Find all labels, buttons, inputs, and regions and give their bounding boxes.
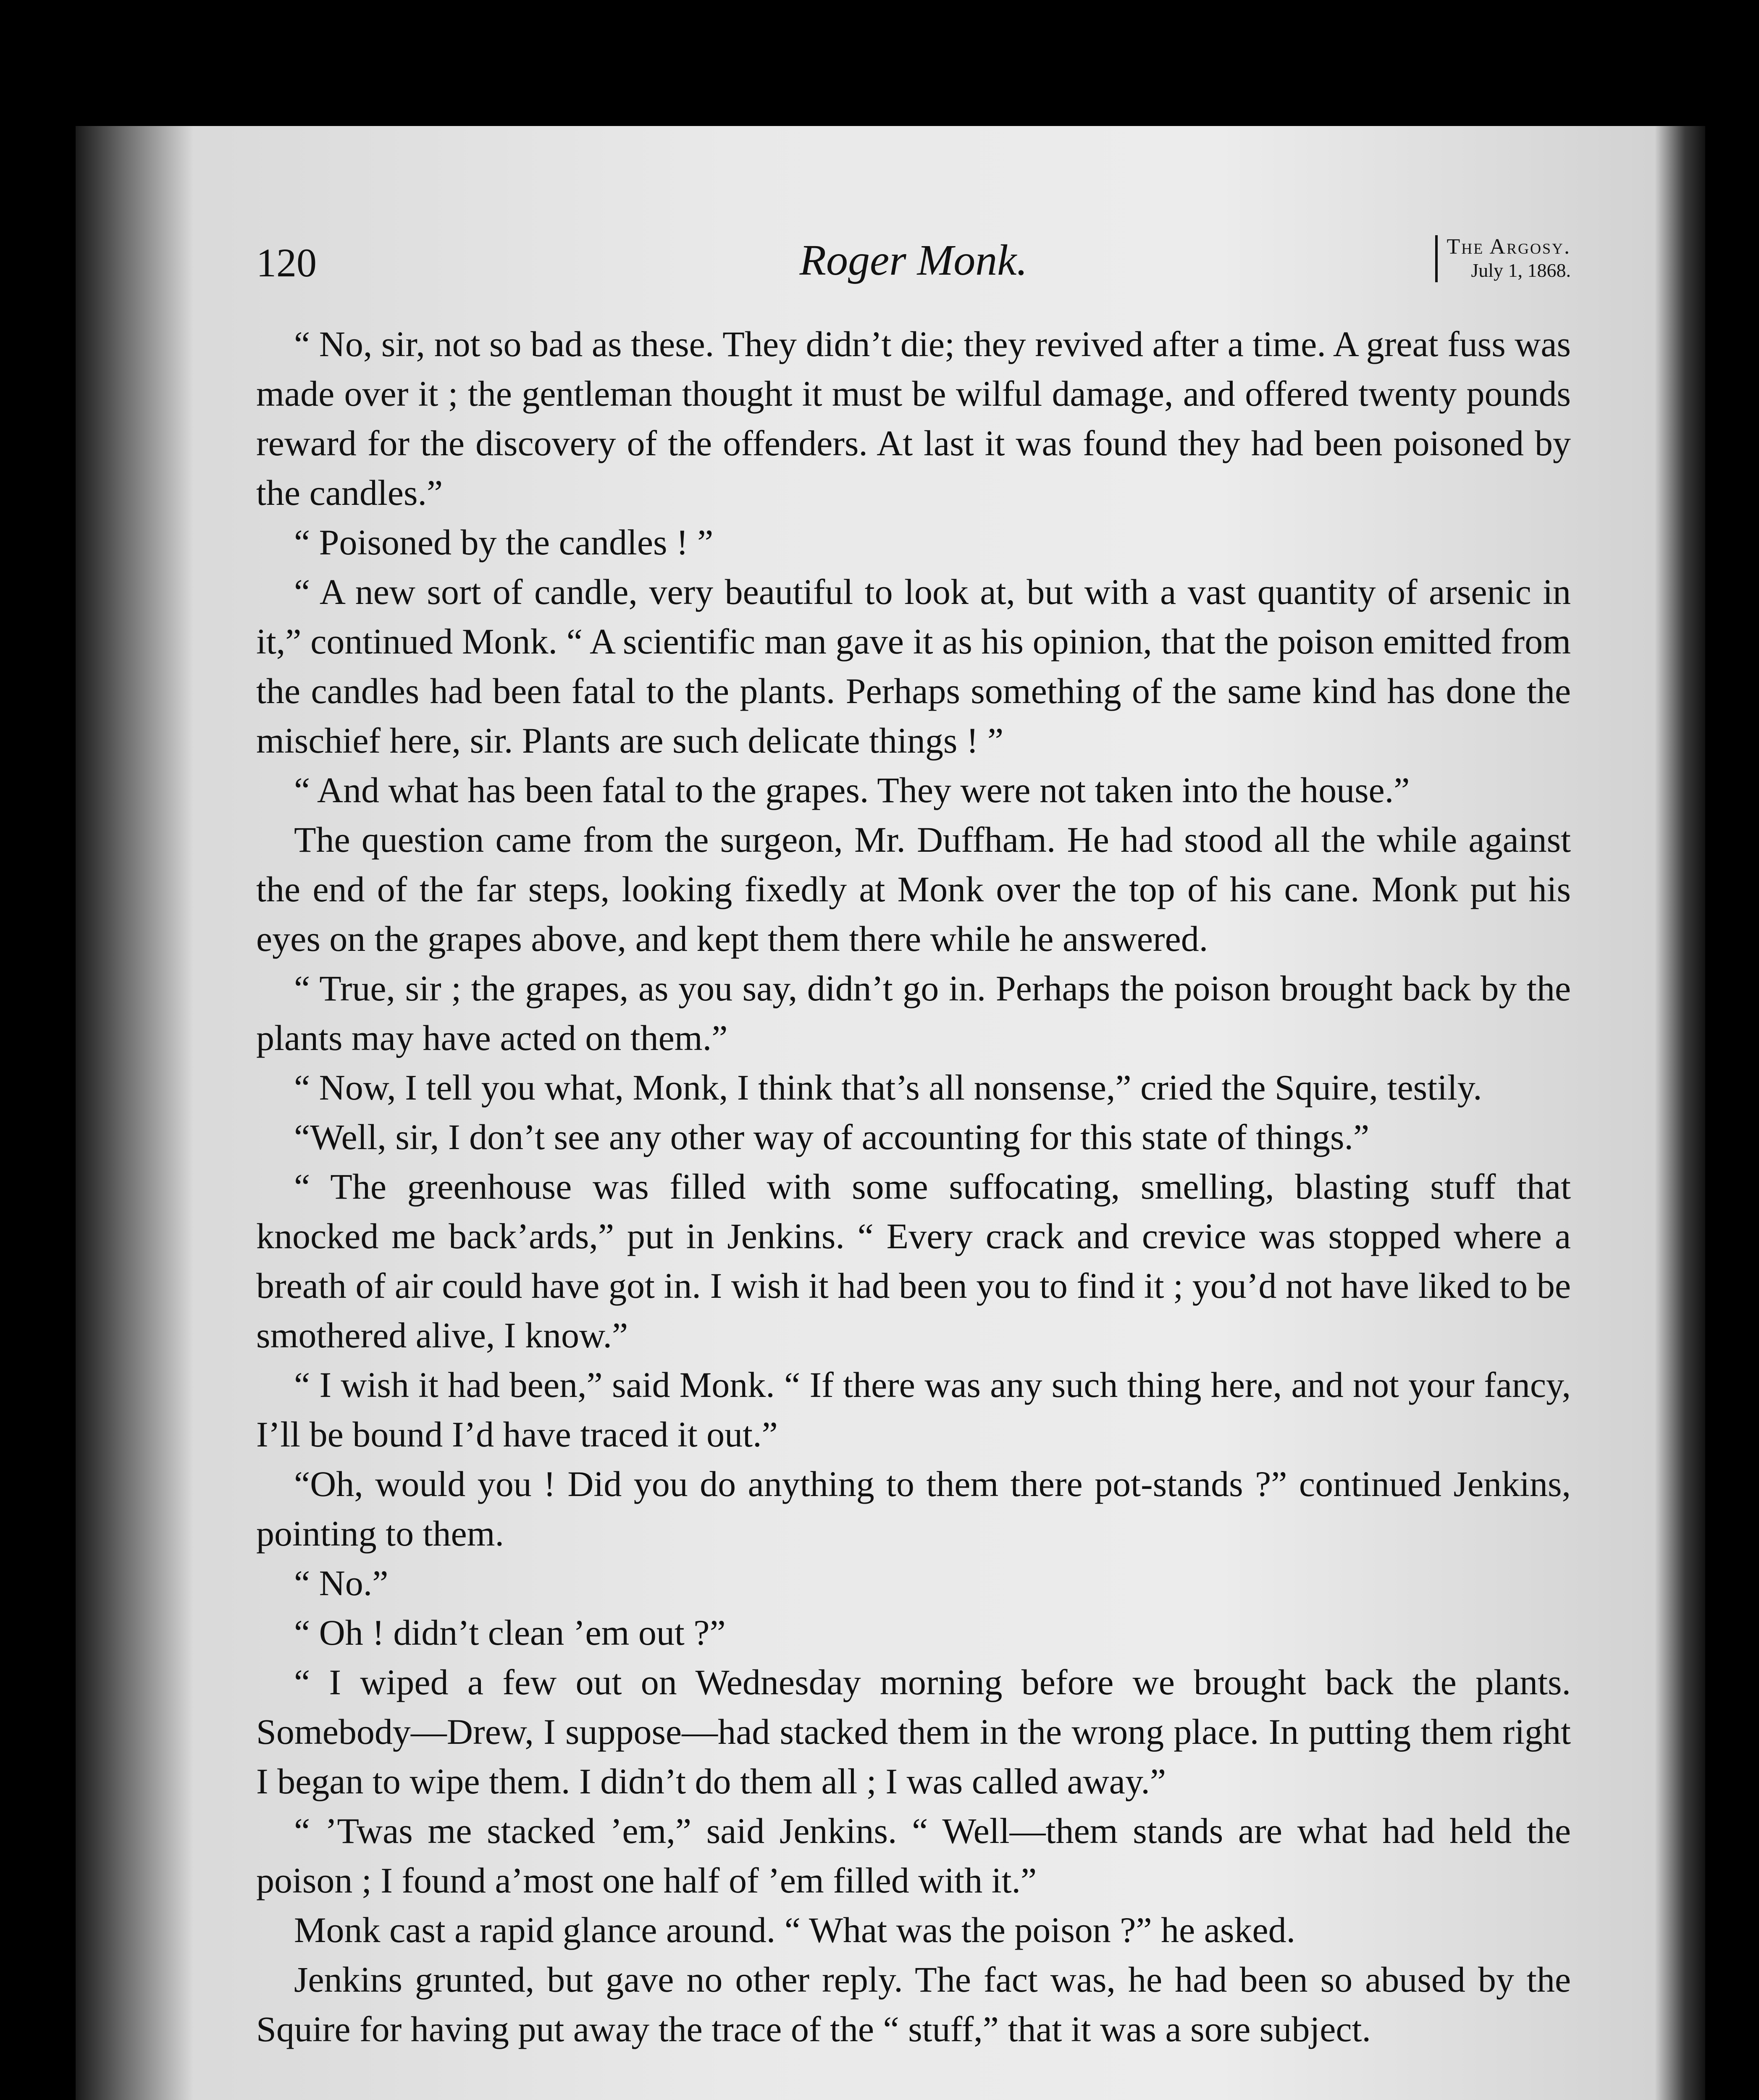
paragraph: “ And what has been fatal to the grapes. They were not taken into the house.” bbox=[294, 770, 1410, 810]
source-citation bbox=[1435, 235, 1571, 282]
page-number: 120 bbox=[256, 240, 317, 285]
page-header bbox=[256, 235, 1571, 302]
paragraph: “ ’Twas me stacked ’em,” said Jenkins. “ Well—them stands are what had held the poison ; I found a’most one half of ’em filled with it.” bbox=[256, 1811, 1571, 1900]
paragraph: “ Oh ! didn’t clean ’em out ?” bbox=[294, 1612, 726, 1653]
paragraph: “Oh, would you ! Did you do anything to them there pot-stands ?” continued Jenkins, pointing to them. bbox=[256, 1464, 1571, 1554]
paragraph: “ The greenhouse was filled with some suffocating, smelling, blasting stuff that knocked me back’ards,” put in Jenkins. “ Every crack and crevice was stopped where a breath of air could have got in. I wish it had been you to find it ; you’d not have liked to be smothered alive, I know.” bbox=[256, 1166, 1571, 1355]
paragraph: Jenkins grunted, but gave no other reply. The fact was, he had been so abused by the Squire for having put away the trace of the “ stuff,” that it was a sore subject. bbox=[256, 1959, 1571, 2049]
page-gutter-shadow bbox=[76, 126, 193, 2100]
page-edge-shadow bbox=[1655, 126, 1705, 2100]
source-publication: The Argosy. bbox=[1447, 235, 1571, 259]
paragraph: The question came from the surgeon, Mr. Duffham. He had stood all the while against the end of the far steps, looking fixedly at Monk over the top of his cane. Monk put his eyes on the grapes above, and kept them there while he answered. bbox=[256, 819, 1571, 959]
body-text bbox=[256, 319, 1571, 2054]
paragraph: “ I wiped a few out on Wednesday morning before we brought back the plants. Somebody—Drew, I suppose—had stacked them in the wrong place. In putting them right I began to wipe them. I didn’t do them all ; I was called away.” bbox=[256, 1662, 1571, 1801]
paragraph: “Well, sir, I don’t see any other way of accounting for this state of things.” bbox=[294, 1117, 1370, 1157]
paragraph: “ No.” bbox=[294, 1563, 389, 1603]
paragraph: “ A new sort of candle, very beautiful to look at, but with a vast quantity of arsenic in it,” continued Monk. “ A scientific man gave it as his opinion, that the poison emitted from the candles had been fatal to the plants. Perhaps something of the same kind has done the mischief here, sir. Plants are such delicate things ! ” bbox=[256, 572, 1571, 761]
paragraph: “ Poisoned by the candles ! ” bbox=[294, 522, 714, 562]
source-date: July 1, 1868. bbox=[1471, 260, 1571, 281]
paragraph: “ Now, I tell you what, Monk, I think that’s all nonsense,” cried the Squire, testily. bbox=[294, 1067, 1482, 1108]
paragraph: “ I wish it had been,” said Monk. “ If there was any such thing here, and not your fancy, I’ll be bound I’d have traced it out.” bbox=[256, 1365, 1571, 1454]
running-title: Roger Monk. bbox=[799, 236, 1028, 284]
paragraph: “ No, sir, not so bad as these. They didn’t die; they revived after a time. A great fuss was made over it ; the gentleman thought it must be wilful damage, and offered twenty pounds reward for the discovery of the offenders. At last it was found they had been poisoned by the candles.” bbox=[256, 324, 1571, 513]
paragraph: “ True, sir ; the grapes, as you say, didn’t go in. Perhaps the poison brought back by the plants may have acted on them.” bbox=[256, 968, 1571, 1058]
paragraph: Monk cast a rapid glance around. “ What was the poison ?” he asked. bbox=[294, 1910, 1296, 1950]
